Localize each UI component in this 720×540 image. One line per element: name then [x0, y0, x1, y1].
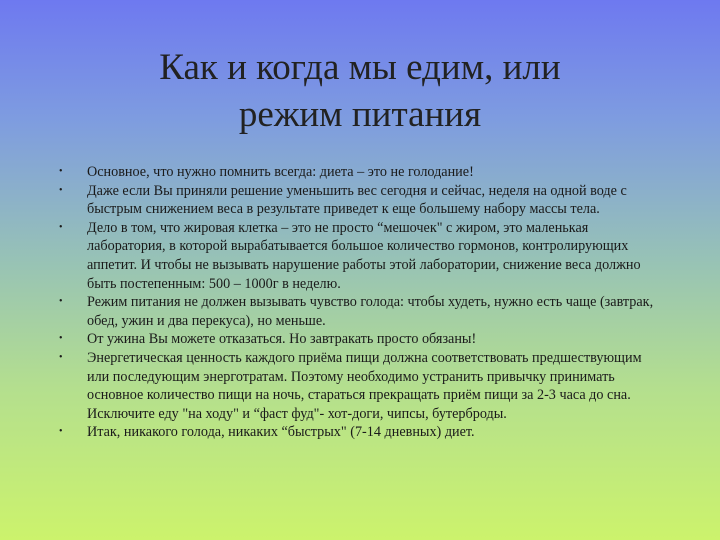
bullet-item — [56, 349, 666, 423]
bullet-item — [56, 163, 666, 182]
bullet-item — [56, 330, 666, 349]
bullet-marker: • — [59, 351, 63, 363]
bullet-text: Итак, никакого голода, никаких “быстрых" (7-14 дневных) диет. — [87, 424, 475, 441]
bullet-item — [56, 423, 666, 442]
slide-title-line-1: Как и когда мы едим, или — [159, 47, 561, 88]
bullet-item — [56, 219, 666, 293]
bullet-text: От ужина Вы можете отказаться. Но завтракать просто обязаны! — [87, 331, 477, 348]
bullet-list — [56, 163, 666, 442]
bullet-marker: • — [59, 333, 63, 345]
bullet-text: Энергетическая ценность каждого приёма пищи должна соответствовать предшествующим или последующим энерготратам. Поэтому необходимо устранить привычку принимать основное количество пищи на ночь, стараться прекращать приём пищи за 2-3 часа до сна. Исключите еду "на ходу" и “фаст фуд"- хот-доги, чипсы, бутерброды. — [87, 349, 642, 422]
bullet-marker: • — [59, 184, 63, 196]
bullet-text: Даже если Вы приняли решение уменьшить вес сегодня и сейчас, неделя на одной воде с быстрым снижением веса в результате приведет к еще большему набору массы тела. — [87, 182, 627, 218]
bullet-item — [56, 182, 666, 219]
bullet-marker: • — [59, 166, 63, 177]
bullet-text: Режим питания не должен вызывать чувство голода: чтобы худеть, нужно есть чаще (завтрак, обед, ужин и два перекуса), но меньше. — [87, 294, 654, 329]
bullet-text: Дело в том, что жировая клетка – это не просто “мешочек" с жиром, это маленькая лаборатория, в которой вырабатывается большое количество гормонов, контролирующих аппетит. И чтобы не вызывать нарушение работы этой лаборатории, снижение веса должно быть постепенным: 500 – 1000г в неделю. — [87, 219, 641, 292]
bullet-marker: • — [59, 296, 63, 308]
bullet-text: Основное, что нужно помнить всегда: диета – это не голодание! — [87, 164, 474, 180]
slide-title — [60, 44, 660, 138]
slide-title-line-2: режим питания — [238, 94, 482, 135]
bullet-marker: • — [59, 426, 63, 438]
bullet-item — [56, 293, 666, 330]
bullet-marker: • — [59, 221, 63, 233]
